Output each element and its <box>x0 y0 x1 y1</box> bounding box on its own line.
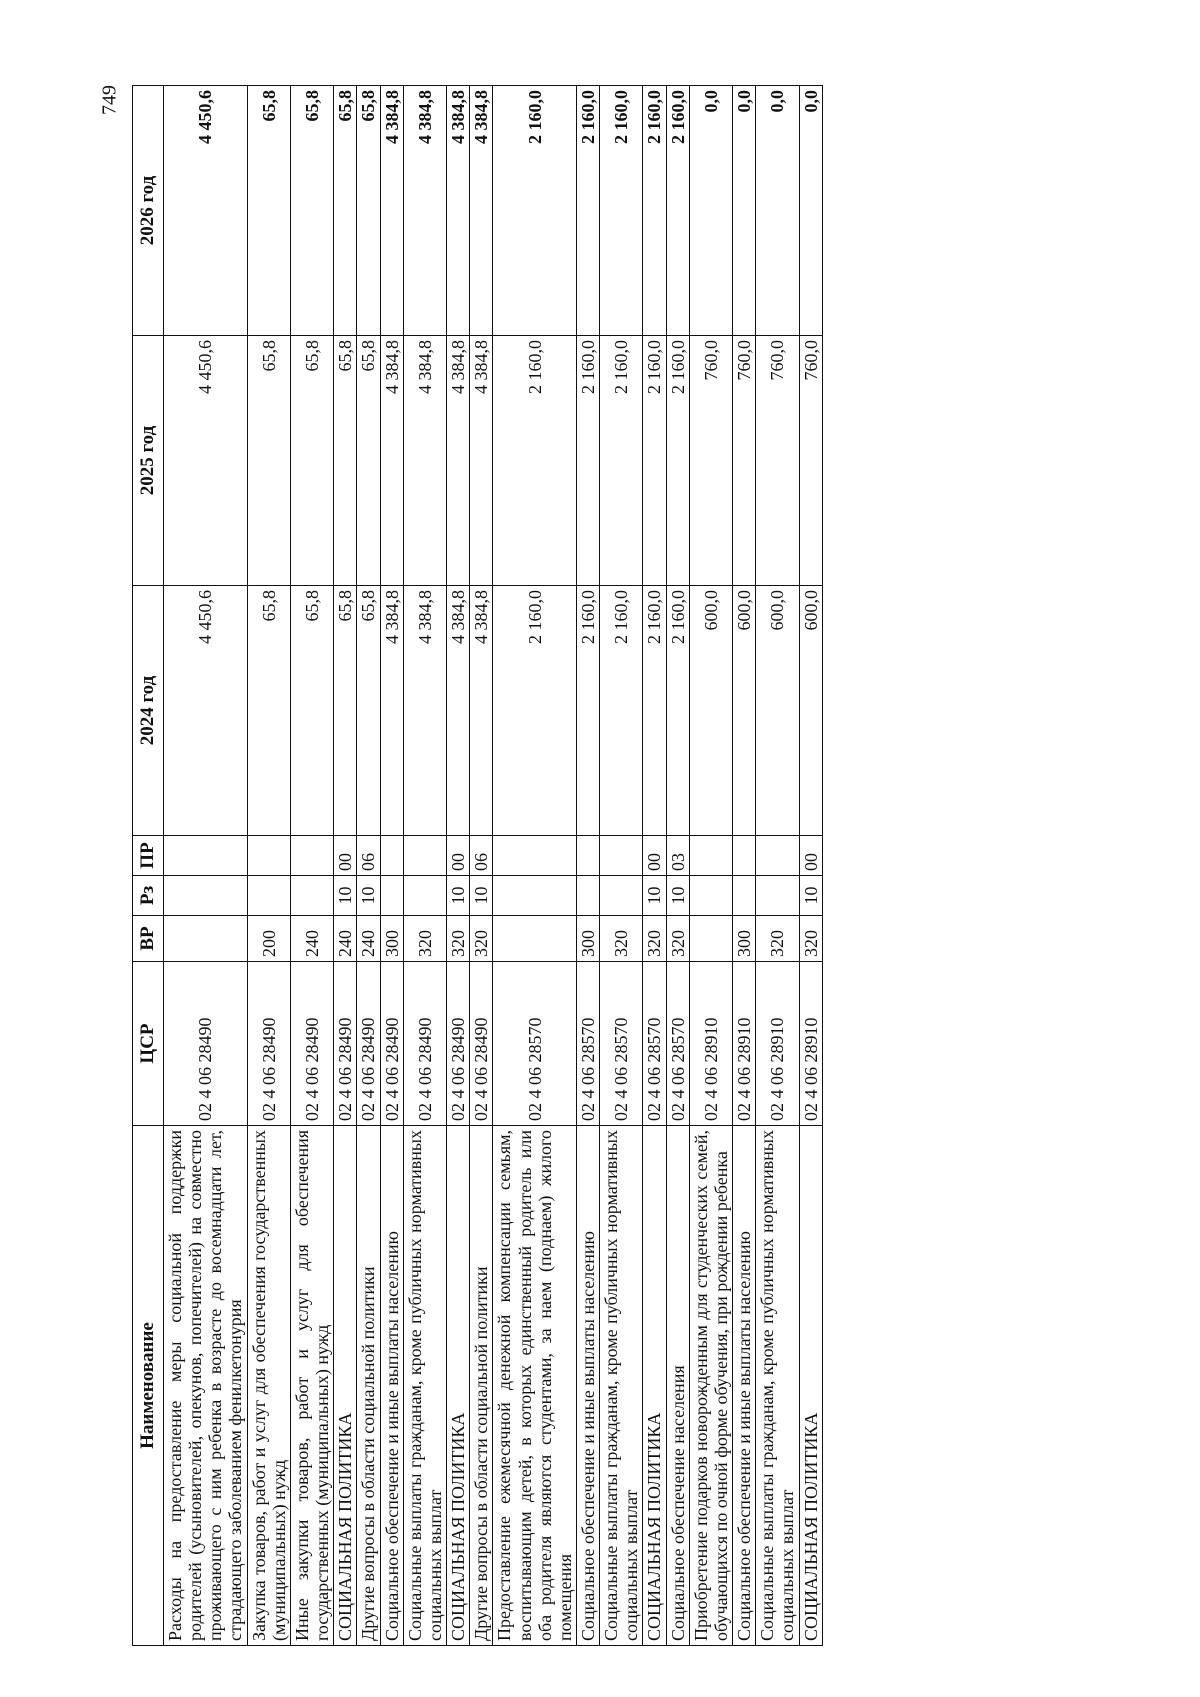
cell-2024: 4 384,8 <box>403 586 446 836</box>
cell-name: Другие вопросы в области социальной политики <box>357 1126 380 1646</box>
cell-2026: 2 160,0 <box>576 86 599 336</box>
cell-vr: 320 <box>756 916 799 962</box>
cell-2026: 65,8 <box>334 86 357 336</box>
cell-2026: 4 384,8 <box>380 86 403 336</box>
cell-rz <box>164 876 248 916</box>
cell-pr <box>290 836 333 876</box>
header-2024: 2024 год <box>133 586 164 836</box>
cell-vr: 320 <box>470 916 493 962</box>
cell-name: Приобретение подарков новорожденным для студенческих семей, обучающихся по очной форме обучения, при рождении ребенка <box>689 1126 732 1646</box>
cell-2026: 4 384,8 <box>403 86 446 336</box>
cell-2025: 2 160,0 <box>666 336 689 586</box>
cell-vr: 320 <box>447 916 470 962</box>
cell-2025: 65,8 <box>334 336 357 586</box>
table-row <box>799 86 822 1646</box>
page-number-text: 749 <box>98 85 121 115</box>
cell-csr: 02 4 06 28910 <box>756 962 799 1126</box>
cell-2026: 0,0 <box>689 86 732 336</box>
cell-pr: 00 <box>643 836 666 876</box>
cell-pr <box>164 836 248 876</box>
budget-table <box>132 85 823 1646</box>
cell-2025: 2 160,0 <box>600 336 643 586</box>
cell-csr: 02 4 06 28490 <box>290 962 333 1126</box>
cell-rz <box>290 876 333 916</box>
table-row <box>290 86 333 1646</box>
cell-vr: 300 <box>733 916 756 962</box>
table-header-row <box>133 86 164 1646</box>
cell-2024: 65,8 <box>334 586 357 836</box>
cell-pr <box>247 836 290 876</box>
cell-csr: 02 4 06 28490 <box>357 962 380 1126</box>
cell-2026: 0,0 <box>733 86 756 336</box>
cell-pr: 06 <box>357 836 380 876</box>
cell-name: СОЦИАЛЬНАЯ ПОЛИТИКА <box>334 1126 357 1646</box>
cell-2026: 0,0 <box>799 86 822 336</box>
table-row <box>600 86 643 1646</box>
header-vr: ВР <box>133 916 164 962</box>
cell-csr: 02 4 06 28490 <box>247 962 290 1126</box>
cell-vr: 300 <box>380 916 403 962</box>
cell-2025: 4 384,8 <box>403 336 446 586</box>
cell-csr: 02 4 06 28570 <box>576 962 599 1126</box>
cell-rz <box>600 876 643 916</box>
cell-name: Иные закупки товаров, работ и услуг для обеспечения государственных (муниципальных) нужд <box>290 1126 333 1646</box>
cell-name: Социальное обеспечение населения <box>666 1126 689 1646</box>
cell-2025: 4 384,8 <box>470 336 493 586</box>
cell-2026: 65,8 <box>247 86 290 336</box>
cell-rz <box>689 876 732 916</box>
table-row <box>447 86 470 1646</box>
cell-pr <box>403 836 446 876</box>
cell-csr: 02 4 06 28570 <box>600 962 643 1126</box>
cell-2026: 65,8 <box>357 86 380 336</box>
cell-pr <box>689 836 732 876</box>
cell-2024: 2 160,0 <box>576 586 599 836</box>
cell-2024: 600,0 <box>733 586 756 836</box>
cell-name: Социальное обеспечение и иные выплаты населению <box>576 1126 599 1646</box>
cell-rz: 10 <box>334 876 357 916</box>
cell-vr: 200 <box>247 916 290 962</box>
table-row <box>357 86 380 1646</box>
cell-2024: 65,8 <box>357 586 380 836</box>
cell-name: Социальное обеспечение и иные выплаты населению <box>733 1126 756 1646</box>
cell-2024: 4 384,8 <box>470 586 493 836</box>
cell-2025: 65,8 <box>247 336 290 586</box>
cell-2024: 2 160,0 <box>666 586 689 836</box>
cell-vr <box>493 916 577 962</box>
cell-vr: 320 <box>600 916 643 962</box>
cell-2024: 600,0 <box>689 586 732 836</box>
cell-rz <box>493 876 577 916</box>
cell-2024: 600,0 <box>799 586 822 836</box>
cell-pr <box>493 836 577 876</box>
cell-2025: 4 384,8 <box>447 336 470 586</box>
cell-csr: 02 4 06 28570 <box>666 962 689 1126</box>
cell-csr: 02 4 06 28490 <box>470 962 493 1126</box>
cell-2026: 4 450,6 <box>164 86 248 336</box>
cell-name: СОЦИАЛЬНАЯ ПОЛИТИКА <box>799 1126 822 1646</box>
cell-name: Закупка товаров, работ и услуг для обеспечения государственных (муниципальных) нужд <box>247 1126 290 1646</box>
page-number <box>100 70 120 130</box>
cell-rz <box>380 876 403 916</box>
cell-2025: 760,0 <box>756 336 799 586</box>
header-pr: ПР <box>133 836 164 876</box>
cell-pr <box>600 836 643 876</box>
cell-pr: 00 <box>447 836 470 876</box>
cell-rz: 10 <box>447 876 470 916</box>
cell-vr: 240 <box>334 916 357 962</box>
cell-pr <box>756 836 799 876</box>
cell-vr: 320 <box>403 916 446 962</box>
cell-pr <box>733 836 756 876</box>
cell-2026: 2 160,0 <box>600 86 643 336</box>
table-row <box>576 86 599 1646</box>
cell-pr <box>380 836 403 876</box>
cell-2024: 65,8 <box>247 586 290 836</box>
cell-pr <box>576 836 599 876</box>
cell-vr <box>689 916 732 962</box>
table-row <box>643 86 666 1646</box>
cell-csr: 02 4 06 28910 <box>689 962 732 1126</box>
cell-2025: 65,8 <box>357 336 380 586</box>
cell-name: Расходы на предоставление меры социальной поддержки родителей (усыновителей, опекунов, попечителей) на совместно проживающего с ним ребенка в возрасте до восемнадцати лет, страдающего заболеванием фенилкетонурия <box>164 1126 248 1646</box>
cell-rz: 10 <box>643 876 666 916</box>
cell-2025: 760,0 <box>733 336 756 586</box>
cell-csr: 02 4 06 28490 <box>164 962 248 1126</box>
cell-rz: 10 <box>357 876 380 916</box>
cell-csr: 02 4 06 28490 <box>403 962 446 1126</box>
cell-vr: 240 <box>357 916 380 962</box>
cell-name: Социальные выплаты гражданам, кроме публичных нормативных социальных выплат <box>756 1126 799 1646</box>
cell-2026: 2 160,0 <box>666 86 689 336</box>
table-body <box>164 86 823 1646</box>
cell-rz: 10 <box>470 876 493 916</box>
cell-rz <box>733 876 756 916</box>
cell-name: Другие вопросы в области социальной политики <box>470 1126 493 1646</box>
cell-csr: 02 4 06 28490 <box>447 962 470 1126</box>
cell-2025: 4 450,6 <box>164 336 248 586</box>
cell-2024: 4 384,8 <box>380 586 403 836</box>
cell-rz <box>576 876 599 916</box>
cell-2025: 2 160,0 <box>643 336 666 586</box>
cell-name: СОЦИАЛЬНАЯ ПОЛИТИКА <box>643 1126 666 1646</box>
cell-2024: 2 160,0 <box>643 586 666 836</box>
cell-2025: 2 160,0 <box>493 336 577 586</box>
table-row <box>380 86 403 1646</box>
cell-csr: 02 4 06 28490 <box>380 962 403 1126</box>
table-row <box>733 86 756 1646</box>
cell-name: Социальные выплаты гражданам, кроме публичных нормативных социальных выплат <box>600 1126 643 1646</box>
table-row <box>334 86 357 1646</box>
table-row <box>470 86 493 1646</box>
table-row <box>247 86 290 1646</box>
cell-vr: 300 <box>576 916 599 962</box>
rotated-table-container <box>132 86 1077 1646</box>
cell-2026: 2 160,0 <box>493 86 577 336</box>
cell-2024: 2 160,0 <box>493 586 577 836</box>
cell-csr: 02 4 06 28910 <box>733 962 756 1126</box>
header-2025: 2025 год <box>133 336 164 586</box>
cell-pr: 00 <box>334 836 357 876</box>
cell-2024: 4 450,6 <box>164 586 248 836</box>
header-name: Наименование <box>133 1126 164 1646</box>
cell-rz: 10 <box>799 876 822 916</box>
cell-2025: 760,0 <box>799 336 822 586</box>
cell-2025: 65,8 <box>290 336 333 586</box>
cell-rz <box>756 876 799 916</box>
header-csr: ЦСР <box>133 962 164 1126</box>
cell-csr: 02 4 06 28570 <box>643 962 666 1126</box>
table-row <box>756 86 799 1646</box>
cell-pr: 06 <box>470 836 493 876</box>
cell-2024: 2 160,0 <box>600 586 643 836</box>
table-row <box>403 86 446 1646</box>
cell-name: Социальные выплаты гражданам, кроме публичных нормативных социальных выплат <box>403 1126 446 1646</box>
cell-vr: 320 <box>666 916 689 962</box>
cell-csr: 02 4 06 28910 <box>799 962 822 1126</box>
cell-rz <box>247 876 290 916</box>
cell-rz: 10 <box>666 876 689 916</box>
table-row <box>666 86 689 1646</box>
cell-pr: 00 <box>799 836 822 876</box>
cell-2026: 4 384,8 <box>470 86 493 336</box>
cell-2026: 2 160,0 <box>643 86 666 336</box>
cell-2025: 760,0 <box>689 336 732 586</box>
cell-2025: 4 384,8 <box>380 336 403 586</box>
cell-pr: 03 <box>666 836 689 876</box>
cell-2024: 4 384,8 <box>447 586 470 836</box>
cell-2026: 65,8 <box>290 86 333 336</box>
cell-name: СОЦИАЛЬНАЯ ПОЛИТИКА <box>447 1126 470 1646</box>
cell-2025: 2 160,0 <box>576 336 599 586</box>
cell-csr: 02 4 06 28570 <box>493 962 577 1126</box>
cell-vr: 240 <box>290 916 333 962</box>
table-row <box>493 86 577 1646</box>
cell-2024: 65,8 <box>290 586 333 836</box>
table-row <box>164 86 248 1646</box>
cell-2026: 0,0 <box>756 86 799 336</box>
cell-2024: 600,0 <box>756 586 799 836</box>
cell-name: Предоставление ежемесячной денежной компенсации семьям, воспитывающим детей, в которых единственный родитель или оба родителя являются студентами, за наем (поднаем) жилого помещения <box>493 1126 577 1646</box>
table-row <box>689 86 732 1646</box>
cell-vr: 320 <box>643 916 666 962</box>
cell-rz <box>403 876 446 916</box>
header-2026: 2026 год <box>133 86 164 336</box>
cell-name: Социальное обеспечение и иные выплаты населению <box>380 1126 403 1646</box>
cell-vr <box>164 916 248 962</box>
cell-vr: 320 <box>799 916 822 962</box>
cell-csr: 02 4 06 28490 <box>334 962 357 1126</box>
cell-2026: 4 384,8 <box>447 86 470 336</box>
header-rz: Рз <box>133 876 164 916</box>
